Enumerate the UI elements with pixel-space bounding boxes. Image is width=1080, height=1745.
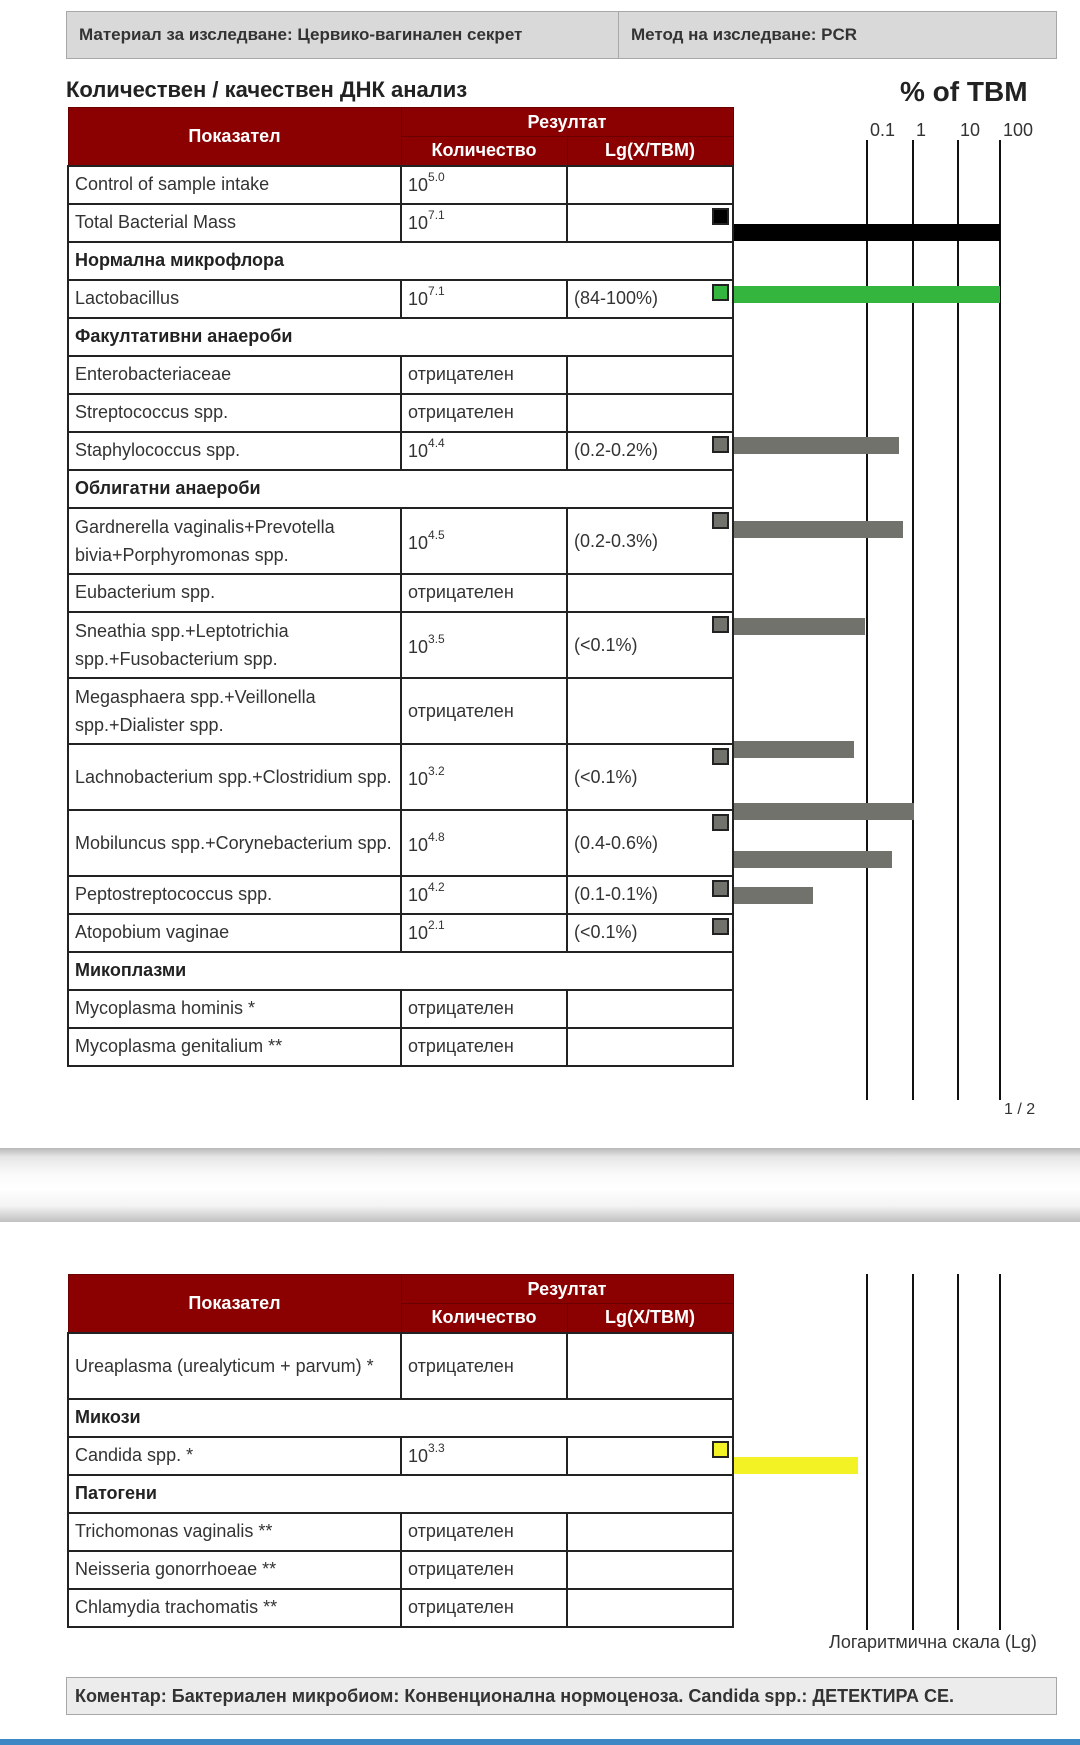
legend-marker-icon: [712, 880, 729, 897]
header-lg: Lg(X/TBM): [567, 137, 733, 166]
table-row: [68, 508, 733, 574]
category-row: [68, 1475, 733, 1513]
quantity-exponent: 4.2: [428, 880, 445, 894]
legend-marker-icon: [712, 1441, 729, 1458]
lg-percent-value: [567, 990, 733, 1028]
gridline-0.1: [866, 140, 868, 1100]
quantity-exponent: 3.5: [428, 632, 445, 646]
category-label: Микоплазми: [68, 952, 733, 990]
indicator-name: Peptostreptococcus spp.: [68, 876, 401, 914]
category-label: Патогени: [68, 1475, 733, 1513]
indicator-name: Ureaplasma (urealyticum + parvum) *: [68, 1333, 401, 1399]
indicator-name: Lactobacillus: [68, 280, 401, 318]
quantity-value: отрицателен: [401, 678, 567, 744]
results-table-page1: [67, 107, 734, 1067]
sample-material: Материал за изследване: Цервико-вагинален секрет: [67, 12, 619, 58]
category-label: Облигатни анаероби: [68, 470, 733, 508]
header-indicator: Показател: [68, 108, 401, 166]
lg-percent-text: (0.4-0.6%): [574, 832, 659, 853]
header-quantity: Количество: [401, 1304, 567, 1333]
category-label: Нормална микрофлора: [68, 242, 733, 280]
indicator-name: Chlamydia trachomatis **: [68, 1589, 401, 1627]
table-row: [68, 394, 733, 432]
indicator-name: Eubacterium spp.: [68, 574, 401, 612]
lg-percent-value: [567, 508, 733, 574]
lg-percent-value: [567, 394, 733, 432]
indicator-name: Neisseria gonorrhoeae **: [68, 1551, 401, 1589]
lg-percent-value: [567, 1437, 733, 1475]
gridline-0.1-p2: [866, 1274, 868, 1630]
indicator-name: Lachnobacterium spp.+Clostridium spp.: [68, 744, 401, 810]
quantity-value: отрицателен: [401, 356, 567, 394]
category-row: [68, 242, 733, 280]
lg-percent-value: [567, 1589, 733, 1627]
quantity-base: 10: [408, 175, 429, 195]
quantity-exponent: 5.0: [428, 170, 445, 184]
legend-marker-icon: [712, 284, 729, 301]
tick-label-0.1: 0.1: [870, 120, 896, 140]
lg-percent-value: [567, 1028, 733, 1066]
bar-total-bacterial-mass: [734, 224, 1000, 241]
bar-staphylococcus: [734, 437, 899, 454]
category-row: [68, 470, 733, 508]
quantity-base: 10: [408, 213, 429, 233]
quantity-value: [401, 810, 567, 876]
header-quantity: Количество: [401, 137, 567, 166]
indicator-name: Sneathia spp.+Leptotrichia spp.+Fusobacterium spp.: [68, 612, 401, 678]
lg-percent-value: [567, 1333, 733, 1399]
gridline-100-p2: [999, 1274, 1001, 1630]
legend-marker-icon: [712, 918, 729, 935]
gridline-1-p2: [912, 1274, 914, 1630]
indicator-name: Staphylococcus spp.: [68, 432, 401, 470]
quantity-exponent: 7.1: [428, 208, 445, 222]
lg-percent-value: [567, 574, 733, 612]
indicator-name: Mobiluncus spp.+Corynebacterium spp.: [68, 810, 401, 876]
table-row: [68, 356, 733, 394]
lg-percent-value: [567, 810, 733, 876]
sample-info-box: [66, 11, 1057, 59]
bar-lactobacillus: [734, 286, 1000, 303]
table-row: [68, 810, 733, 876]
table-row: [68, 574, 733, 612]
legend-marker-icon: [712, 814, 729, 831]
quantity-exponent: 3.3: [428, 1441, 445, 1455]
table-row: [68, 914, 733, 952]
gridline-10: [957, 140, 959, 1100]
quantity-value: отрицателен: [401, 394, 567, 432]
quantity-exponent: 7.1: [428, 284, 445, 298]
table-row: [68, 432, 733, 470]
category-row: [68, 1399, 733, 1437]
bar-sneathia: [734, 618, 865, 635]
quantity-value: отрицателен: [401, 1333, 567, 1399]
gridline-100: [999, 140, 1001, 1100]
category-row: [68, 318, 733, 356]
lg-percent-value: [567, 1551, 733, 1589]
indicator-name: Gardnerella vaginalis+Prevotella bivia+Porphyromonas spp.: [68, 508, 401, 574]
quantity-value: [401, 876, 567, 914]
header-result: Резултат: [401, 1275, 733, 1304]
lg-percent-value: [567, 612, 733, 678]
indicator-name: Mycoplasma hominis *: [68, 990, 401, 1028]
quantity-value: [401, 204, 567, 242]
table-row: [68, 744, 733, 810]
page-separator: [0, 1148, 1080, 1222]
legend-marker-icon: [712, 512, 729, 529]
table-row: [68, 204, 733, 242]
indicator-name: Megasphaera spp.+Veillonella spp.+Dialister spp.: [68, 678, 401, 744]
lg-percent-text: (0.1-0.1%): [574, 884, 659, 904]
header-lg: Lg(X/TBM): [567, 1304, 733, 1333]
lg-percent-text: (0.2-0.2%): [574, 440, 659, 460]
quantity-value: отрицателен: [401, 1028, 567, 1066]
quantity-base: 10: [408, 923, 429, 943]
quantity-value: отрицателен: [401, 1551, 567, 1589]
indicator-name: Streptococcus spp.: [68, 394, 401, 432]
quantity-value: отрицателен: [401, 574, 567, 612]
legend-marker-icon: [712, 616, 729, 633]
quantity-exponent: 4.5: [428, 528, 445, 542]
lg-percent-value: [567, 678, 733, 744]
results-table-page2: [67, 1274, 734, 1628]
quantity-value: [401, 432, 567, 470]
legend-marker-icon: [712, 748, 729, 765]
lg-percent-text: (<0.1%): [574, 922, 638, 942]
comment-box: Коментар: Бактериален микробиом: Конвенционална нормоценоза. Candida spp.: ДЕТЕКТИРА СЕ.: [66, 1677, 1057, 1715]
bar-candida: [734, 1457, 858, 1474]
category-label: Факултативни анаероби: [68, 318, 733, 356]
tick-label-1: 1: [916, 120, 927, 140]
quantity-value: [401, 280, 567, 318]
gridline-10-p2: [957, 1274, 959, 1630]
table-row: [68, 612, 733, 678]
table-row: [68, 678, 733, 744]
quantity-value: [401, 914, 567, 952]
indicator-name: Total Bacterial Mass: [68, 204, 401, 242]
table-row: [68, 1437, 733, 1475]
indicator-name: Atopobium vaginae: [68, 914, 401, 952]
quantity-value: [401, 508, 567, 574]
legend-marker-icon: [712, 208, 729, 225]
quantity-exponent: 4.4: [428, 436, 445, 450]
table-row: [68, 1551, 733, 1589]
quantity-value: [401, 166, 567, 204]
quantity-exponent: 2.1: [428, 918, 445, 932]
table-row: [68, 1333, 733, 1399]
quantity-exponent: 3.2: [428, 764, 445, 778]
quantity-exponent: 4.8: [428, 830, 445, 844]
header-result: Резултат: [401, 108, 733, 137]
lg-percent-value: [567, 204, 733, 242]
quantity-value: [401, 1437, 567, 1475]
lg-percent-text: (<0.1%): [574, 634, 638, 655]
log-scale-label: Логаритмична скала (Lg): [829, 1632, 1037, 1652]
quantity-base: 10: [408, 769, 429, 789]
lg-percent-value: [567, 1513, 733, 1551]
tick-label-10: 10: [960, 120, 981, 140]
bar-peptostreptococcus: [734, 851, 892, 868]
lg-percent-value: [567, 876, 733, 914]
table-row: [68, 280, 733, 318]
page-number: 1 / 2: [1004, 1101, 1036, 1118]
bar-atopobium: [734, 887, 813, 904]
bar-mobiluncus: [734, 803, 914, 820]
table-row: [68, 1589, 733, 1627]
quantity-base: 10: [408, 885, 429, 905]
quantity-value: [401, 744, 567, 810]
quantity-value: отрицателен: [401, 990, 567, 1028]
quantity-value: [401, 612, 567, 678]
quantity-base: 10: [408, 289, 429, 309]
lg-percent-value: [567, 432, 733, 470]
quantity-base: 10: [408, 441, 429, 461]
lg-percent-value: [567, 744, 733, 810]
bar-lachnobacterium: [734, 741, 854, 758]
quantity-base: 10: [408, 835, 429, 855]
legend-marker-icon: [712, 436, 729, 453]
test-method: Метод на изследване: PCR: [631, 25, 858, 44]
quantity-base: 10: [408, 533, 429, 553]
quantity-base: 10: [408, 637, 429, 657]
table-row: [68, 876, 733, 914]
quantity-value: отрицателен: [401, 1513, 567, 1551]
bottom-accent-bar: [0, 1739, 1080, 1745]
indicator-name: Control of sample intake: [68, 166, 401, 204]
quantity-value: отрицателен: [401, 1589, 567, 1627]
table-row: [68, 1513, 733, 1551]
lg-percent-text: (84-100%): [574, 288, 659, 308]
quantity-base: 10: [408, 1446, 429, 1466]
lg-percent-text: (<0.1%): [574, 766, 638, 787]
table-row: [68, 990, 733, 1028]
header-indicator: Показател: [68, 1275, 401, 1333]
table-row: [68, 1028, 733, 1066]
section-title: Количествен / качествен ДНК анализ: [66, 77, 468, 102]
indicator-name: Enterobacteriaceae: [68, 356, 401, 394]
lg-percent-text: (0.2-0.3%): [574, 530, 659, 551]
tick-label-100: 100: [1003, 120, 1034, 140]
bar-gardnerella: [734, 521, 903, 538]
category-label: Микози: [68, 1399, 733, 1437]
lg-percent-value: [567, 356, 733, 394]
category-row: [68, 952, 733, 990]
table-row: [68, 166, 733, 204]
indicator-name: Trichomonas vaginalis **: [68, 1513, 401, 1551]
lg-percent-value: [567, 280, 733, 318]
gridline-1: [912, 140, 914, 1100]
chart-title: % of TBM: [900, 76, 1028, 107]
lg-percent-value: [567, 166, 733, 204]
indicator-name: Candida spp. *: [68, 1437, 401, 1475]
indicator-name: Mycoplasma genitalium **: [68, 1028, 401, 1066]
lg-percent-value: [567, 914, 733, 952]
